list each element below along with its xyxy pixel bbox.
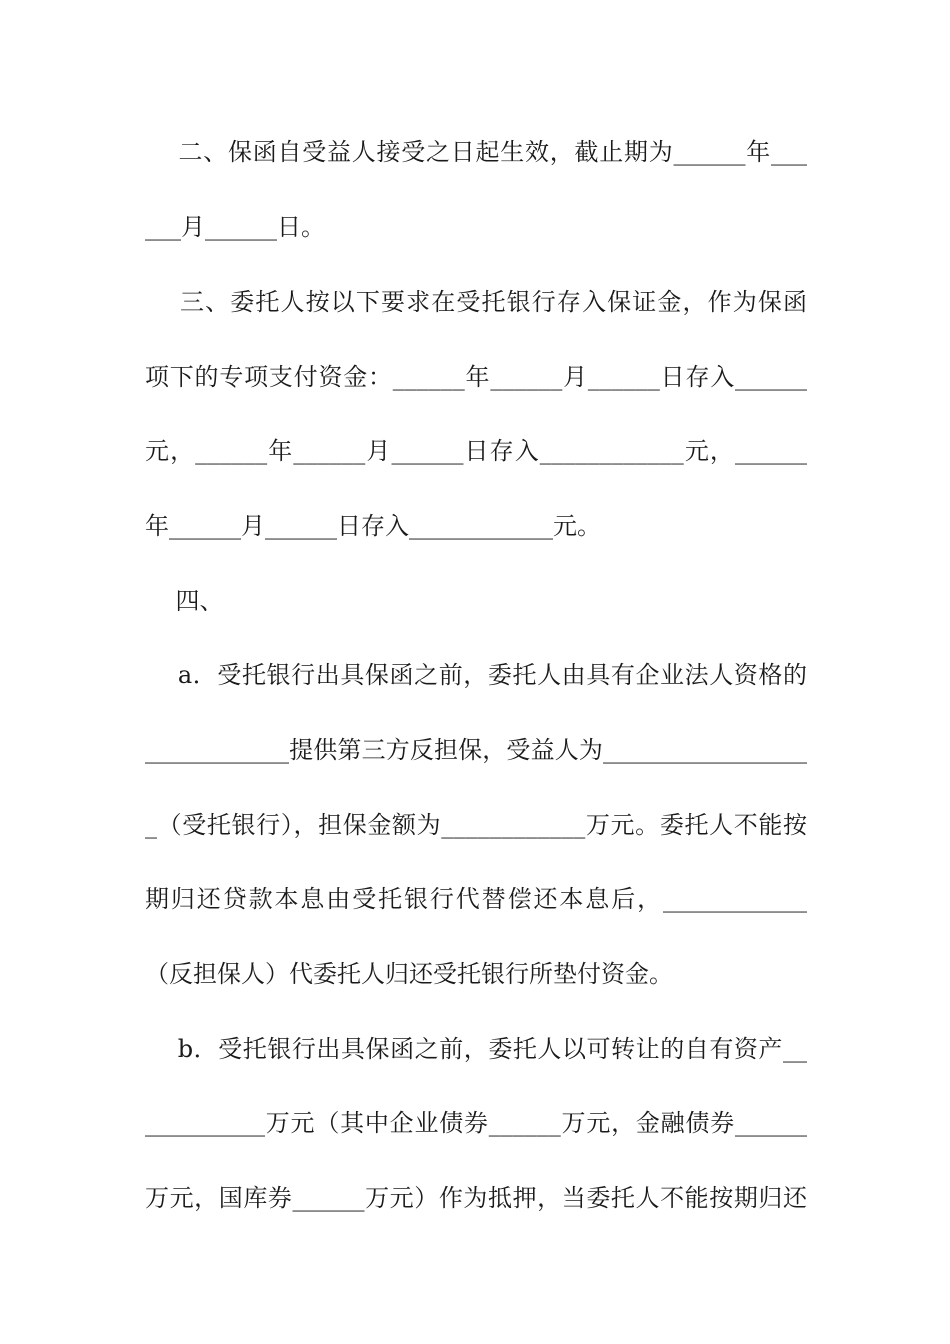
text-line: 万元，国库券______万元）作为抵押，当委托人不能按期归还 (145, 1184, 807, 1212)
text-line: 期归还贷款本息由受托银行代替偿还本息后，____________ (145, 885, 807, 913)
text-line: 项下的专项支付资金：______年______月______日存入______ (145, 363, 807, 391)
section-heading: 四、 (145, 587, 224, 615)
text-line: a．受托银行出具保函之前，委托人由具有企业法人资格的 (145, 661, 807, 689)
text-line: 年______月______日存入____________元。 (145, 512, 601, 540)
text-line: 三、委托人按以下要求在受托银行存入保证金，作为保函 (145, 288, 807, 316)
text-line: _（受托银行），担保金额为____________万元。委托人不能按 (145, 811, 807, 839)
text-line: ___月______日。 (145, 213, 325, 241)
text-line: （反担保人）代委托人归还受托银行所垫付资金。 (145, 960, 673, 988)
text-line: 元，______年______月______日存入____________元，______ (145, 437, 807, 465)
text-line: __________万元（其中企业债券______万元，金融债券______ (145, 1109, 807, 1137)
text-line: b．受托银行出具保函之前，委托人以可转让的自有资产__ (145, 1035, 807, 1063)
text-line: 二、保函自受益人接受之日起生效，截止期为______年___ (145, 138, 807, 166)
text-line: ____________提供第三方反担保，受益人为_________________ (145, 736, 807, 764)
